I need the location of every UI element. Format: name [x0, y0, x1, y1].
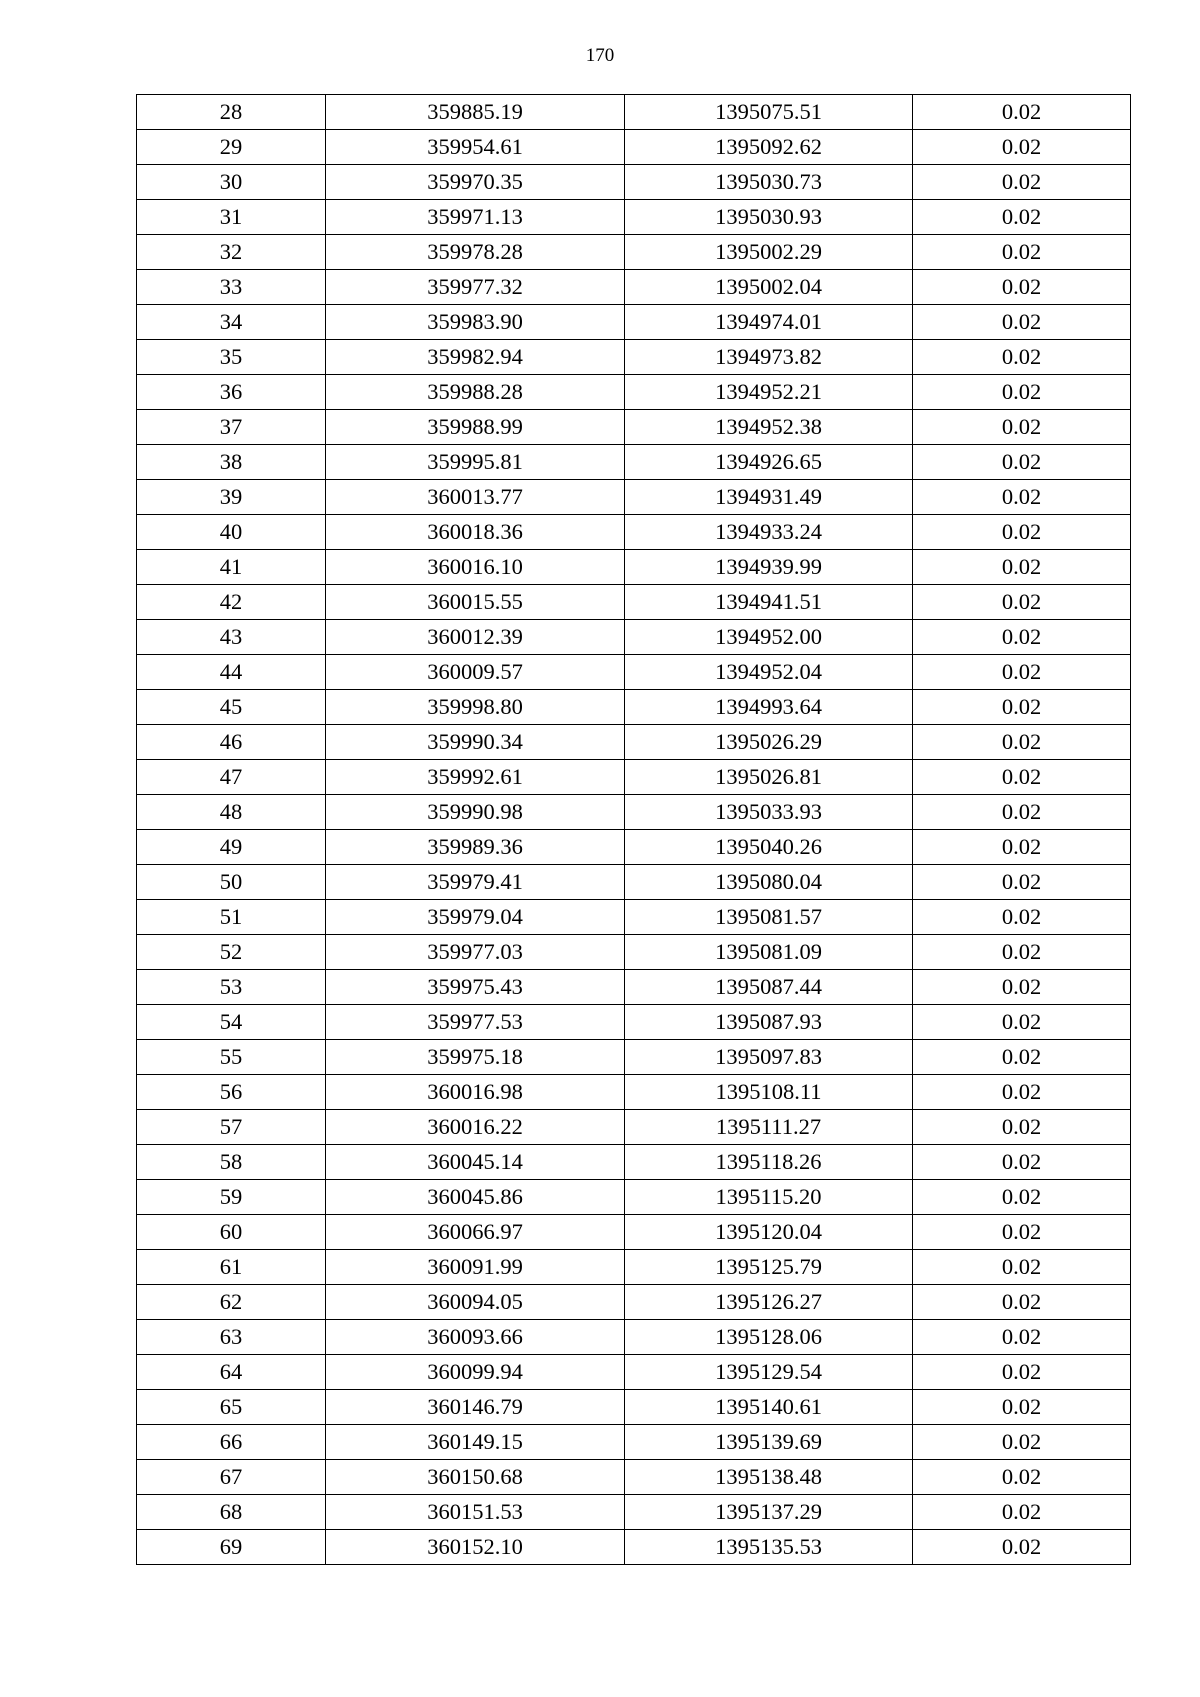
value-cell: 0.02 — [913, 585, 1131, 620]
value-cell: 0.02 — [913, 375, 1131, 410]
value-cell: 0.02 — [913, 270, 1131, 305]
value-cell: 0.02 — [913, 1355, 1131, 1390]
y-coordinate-cell: 1394952.04 — [625, 655, 913, 690]
y-coordinate-cell: 1395126.27 — [625, 1285, 913, 1320]
x-coordinate-cell: 359975.43 — [326, 970, 625, 1005]
point-number-cell: 62 — [137, 1285, 326, 1320]
y-coordinate-cell: 1394952.38 — [625, 410, 913, 445]
point-number-cell: 39 — [137, 480, 326, 515]
y-coordinate-cell: 1395129.54 — [625, 1355, 913, 1390]
x-coordinate-cell: 360009.57 — [326, 655, 625, 690]
table-row — [137, 515, 1131, 550]
y-coordinate-cell: 1394973.82 — [625, 340, 913, 375]
point-number-cell: 59 — [137, 1180, 326, 1215]
y-coordinate-cell: 1395125.79 — [625, 1250, 913, 1285]
value-cell: 0.02 — [913, 1320, 1131, 1355]
point-number-cell: 31 — [137, 200, 326, 235]
x-coordinate-cell: 359988.99 — [326, 410, 625, 445]
x-coordinate-cell: 359982.94 — [326, 340, 625, 375]
x-coordinate-cell: 360149.15 — [326, 1425, 625, 1460]
y-coordinate-cell: 1395080.04 — [625, 865, 913, 900]
value-cell: 0.02 — [913, 1495, 1131, 1530]
value-cell: 0.02 — [913, 1250, 1131, 1285]
value-cell: 0.02 — [913, 795, 1131, 830]
y-coordinate-cell: 1394974.01 — [625, 305, 913, 340]
value-cell: 0.02 — [913, 1530, 1131, 1565]
x-coordinate-cell: 359977.32 — [326, 270, 625, 305]
y-coordinate-cell: 1394952.00 — [625, 620, 913, 655]
value-cell: 0.02 — [913, 1145, 1131, 1180]
value-cell: 0.02 — [913, 865, 1131, 900]
point-number-cell: 64 — [137, 1355, 326, 1390]
x-coordinate-cell: 360094.05 — [326, 1285, 625, 1320]
y-coordinate-cell: 1395135.53 — [625, 1530, 913, 1565]
y-coordinate-cell: 1395137.29 — [625, 1495, 913, 1530]
y-coordinate-cell: 1395075.51 — [625, 95, 913, 130]
point-number-cell: 65 — [137, 1390, 326, 1425]
point-number-cell: 50 — [137, 865, 326, 900]
value-cell: 0.02 — [913, 725, 1131, 760]
value-cell: 0.02 — [913, 1005, 1131, 1040]
table-row — [137, 1390, 1131, 1425]
point-number-cell: 58 — [137, 1145, 326, 1180]
table-row — [137, 655, 1131, 690]
point-number-cell: 37 — [137, 410, 326, 445]
point-number-cell: 28 — [137, 95, 326, 130]
table-row — [137, 1040, 1131, 1075]
point-number-cell: 68 — [137, 1495, 326, 1530]
x-coordinate-cell: 360012.39 — [326, 620, 625, 655]
x-coordinate-cell: 359988.28 — [326, 375, 625, 410]
table-row — [137, 270, 1131, 305]
y-coordinate-cell: 1395140.61 — [625, 1390, 913, 1425]
point-number-cell: 35 — [137, 340, 326, 375]
point-number-cell: 38 — [137, 445, 326, 480]
y-coordinate-cell: 1394939.99 — [625, 550, 913, 585]
point-number-cell: 52 — [137, 935, 326, 970]
point-number-cell: 53 — [137, 970, 326, 1005]
value-cell: 0.02 — [913, 1215, 1131, 1250]
x-coordinate-cell: 360018.36 — [326, 515, 625, 550]
value-cell: 0.02 — [913, 760, 1131, 795]
table-row — [137, 410, 1131, 445]
table-row — [137, 1530, 1131, 1565]
table-row — [137, 690, 1131, 725]
table-row — [137, 165, 1131, 200]
point-number-cell: 63 — [137, 1320, 326, 1355]
value-cell: 0.02 — [913, 480, 1131, 515]
value-cell: 0.02 — [913, 690, 1131, 725]
y-coordinate-cell: 1395108.11 — [625, 1075, 913, 1110]
x-coordinate-cell: 360013.77 — [326, 480, 625, 515]
x-coordinate-cell: 360066.97 — [326, 1215, 625, 1250]
y-coordinate-cell: 1394926.65 — [625, 445, 913, 480]
y-coordinate-cell: 1394993.64 — [625, 690, 913, 725]
y-coordinate-cell: 1395118.26 — [625, 1145, 913, 1180]
x-coordinate-cell: 359970.35 — [326, 165, 625, 200]
value-cell: 0.02 — [913, 935, 1131, 970]
x-coordinate-cell: 359977.03 — [326, 935, 625, 970]
value-cell: 0.02 — [913, 1075, 1131, 1110]
point-number-cell: 29 — [137, 130, 326, 165]
y-coordinate-cell: 1395120.04 — [625, 1215, 913, 1250]
table-body — [137, 95, 1131, 1565]
table-row — [137, 1005, 1131, 1040]
x-coordinate-cell: 360016.10 — [326, 550, 625, 585]
y-coordinate-cell: 1395097.83 — [625, 1040, 913, 1075]
value-cell: 0.02 — [913, 970, 1131, 1005]
table-row — [137, 620, 1131, 655]
y-coordinate-cell: 1394933.24 — [625, 515, 913, 550]
value-cell: 0.02 — [913, 340, 1131, 375]
value-cell: 0.02 — [913, 165, 1131, 200]
x-coordinate-cell: 359975.18 — [326, 1040, 625, 1075]
y-coordinate-cell: 1395033.93 — [625, 795, 913, 830]
y-coordinate-cell: 1394941.51 — [625, 585, 913, 620]
y-coordinate-cell: 1395087.44 — [625, 970, 913, 1005]
table-row — [137, 1460, 1131, 1495]
x-coordinate-cell: 360015.55 — [326, 585, 625, 620]
point-number-cell: 56 — [137, 1075, 326, 1110]
value-cell: 0.02 — [913, 1180, 1131, 1215]
value-cell: 0.02 — [913, 550, 1131, 585]
table-row — [137, 935, 1131, 970]
x-coordinate-cell: 360045.86 — [326, 1180, 625, 1215]
value-cell: 0.02 — [913, 515, 1131, 550]
x-coordinate-cell: 360099.94 — [326, 1355, 625, 1390]
x-coordinate-cell: 359998.80 — [326, 690, 625, 725]
y-coordinate-cell: 1395115.20 — [625, 1180, 913, 1215]
table-row — [137, 795, 1131, 830]
table-row — [137, 445, 1131, 480]
y-coordinate-cell: 1395128.06 — [625, 1320, 913, 1355]
point-number-cell: 69 — [137, 1530, 326, 1565]
table-row — [137, 1320, 1131, 1355]
x-coordinate-cell: 359971.13 — [326, 200, 625, 235]
y-coordinate-cell: 1395040.26 — [625, 830, 913, 865]
x-coordinate-cell: 359979.41 — [326, 865, 625, 900]
x-coordinate-cell: 360146.79 — [326, 1390, 625, 1425]
y-coordinate-cell: 1395030.73 — [625, 165, 913, 200]
x-coordinate-cell: 360016.22 — [326, 1110, 625, 1145]
point-number-cell: 43 — [137, 620, 326, 655]
table-row — [137, 200, 1131, 235]
table-row — [137, 1250, 1131, 1285]
point-number-cell: 32 — [137, 235, 326, 270]
table-row — [137, 375, 1131, 410]
point-number-cell: 54 — [137, 1005, 326, 1040]
point-number-cell: 55 — [137, 1040, 326, 1075]
value-cell: 0.02 — [913, 655, 1131, 690]
value-cell: 0.02 — [913, 200, 1131, 235]
x-coordinate-cell: 359983.90 — [326, 305, 625, 340]
point-number-cell: 33 — [137, 270, 326, 305]
point-number-cell: 60 — [137, 1215, 326, 1250]
table-row — [137, 900, 1131, 935]
x-coordinate-cell: 359885.19 — [326, 95, 625, 130]
point-number-cell: 57 — [137, 1110, 326, 1145]
table-row — [137, 95, 1131, 130]
x-coordinate-cell: 360091.99 — [326, 1250, 625, 1285]
x-coordinate-cell: 360093.66 — [326, 1320, 625, 1355]
table-row — [137, 480, 1131, 515]
y-coordinate-cell: 1394952.21 — [625, 375, 913, 410]
value-cell: 0.02 — [913, 1110, 1131, 1145]
table-row — [137, 1285, 1131, 1320]
point-number-cell: 34 — [137, 305, 326, 340]
x-coordinate-cell: 360045.14 — [326, 1145, 625, 1180]
value-cell: 0.02 — [913, 1040, 1131, 1075]
point-number-cell: 42 — [137, 585, 326, 620]
table-row — [137, 760, 1131, 795]
y-coordinate-cell: 1395026.81 — [625, 760, 913, 795]
x-coordinate-cell: 360016.98 — [326, 1075, 625, 1110]
y-coordinate-cell: 1395081.09 — [625, 935, 913, 970]
y-coordinate-cell: 1394931.49 — [625, 480, 913, 515]
table-row — [137, 585, 1131, 620]
point-number-cell: 47 — [137, 760, 326, 795]
x-coordinate-cell: 359979.04 — [326, 900, 625, 935]
x-coordinate-cell: 359989.36 — [326, 830, 625, 865]
y-coordinate-cell: 1395139.69 — [625, 1425, 913, 1460]
y-coordinate-cell: 1395002.29 — [625, 235, 913, 270]
x-coordinate-cell: 359990.98 — [326, 795, 625, 830]
value-cell: 0.02 — [913, 1285, 1131, 1320]
y-coordinate-cell: 1395092.62 — [625, 130, 913, 165]
value-cell: 0.02 — [913, 830, 1131, 865]
value-cell: 0.02 — [913, 1460, 1131, 1495]
point-number-cell: 51 — [137, 900, 326, 935]
table-row — [137, 1110, 1131, 1145]
table-row — [137, 305, 1131, 340]
table-row — [137, 1075, 1131, 1110]
point-number-cell: 66 — [137, 1425, 326, 1460]
point-number-cell: 48 — [137, 795, 326, 830]
y-coordinate-cell: 1395030.93 — [625, 200, 913, 235]
point-number-cell: 46 — [137, 725, 326, 760]
y-coordinate-cell: 1395111.27 — [625, 1110, 913, 1145]
x-coordinate-cell: 359954.61 — [326, 130, 625, 165]
point-number-cell: 45 — [137, 690, 326, 725]
table-row — [137, 865, 1131, 900]
table-row — [137, 340, 1131, 375]
value-cell: 0.02 — [913, 445, 1131, 480]
point-number-cell: 67 — [137, 1460, 326, 1495]
table-row — [137, 235, 1131, 270]
value-cell: 0.02 — [913, 95, 1131, 130]
value-cell: 0.02 — [913, 305, 1131, 340]
x-coordinate-cell: 359990.34 — [326, 725, 625, 760]
point-number-cell: 44 — [137, 655, 326, 690]
x-coordinate-cell: 359995.81 — [326, 445, 625, 480]
table-row — [137, 1495, 1131, 1530]
y-coordinate-cell: 1395002.04 — [625, 270, 913, 305]
table-row — [137, 1145, 1131, 1180]
table-row — [137, 725, 1131, 760]
point-number-cell: 49 — [137, 830, 326, 865]
y-coordinate-cell: 1395138.48 — [625, 1460, 913, 1495]
x-coordinate-cell: 360152.10 — [326, 1530, 625, 1565]
value-cell: 0.02 — [913, 235, 1131, 270]
table-row — [137, 130, 1131, 165]
table-row — [137, 830, 1131, 865]
value-cell: 0.02 — [913, 130, 1131, 165]
point-number-cell: 36 — [137, 375, 326, 410]
point-number-cell: 61 — [137, 1250, 326, 1285]
value-cell: 0.02 — [913, 1425, 1131, 1460]
y-coordinate-cell: 1395087.93 — [625, 1005, 913, 1040]
x-coordinate-cell: 359978.28 — [326, 235, 625, 270]
table-row — [137, 1425, 1131, 1460]
point-number-cell: 30 — [137, 165, 326, 200]
x-coordinate-cell: 360150.68 — [326, 1460, 625, 1495]
page-number: 170 — [585, 45, 615, 66]
table-row — [137, 970, 1131, 1005]
value-cell: 0.02 — [913, 900, 1131, 935]
point-number-cell: 40 — [137, 515, 326, 550]
x-coordinate-cell: 359977.53 — [326, 1005, 625, 1040]
x-coordinate-cell: 359992.61 — [326, 760, 625, 795]
point-number-cell: 41 — [137, 550, 326, 585]
value-cell: 0.02 — [913, 1390, 1131, 1425]
value-cell: 0.02 — [913, 620, 1131, 655]
table-row — [137, 1180, 1131, 1215]
table-row — [137, 550, 1131, 585]
coordinate-table — [136, 94, 1131, 1565]
y-coordinate-cell: 1395081.57 — [625, 900, 913, 935]
x-coordinate-cell: 360151.53 — [326, 1495, 625, 1530]
y-coordinate-cell: 1395026.29 — [625, 725, 913, 760]
table-row — [137, 1355, 1131, 1390]
table-row — [137, 1215, 1131, 1250]
value-cell: 0.02 — [913, 410, 1131, 445]
